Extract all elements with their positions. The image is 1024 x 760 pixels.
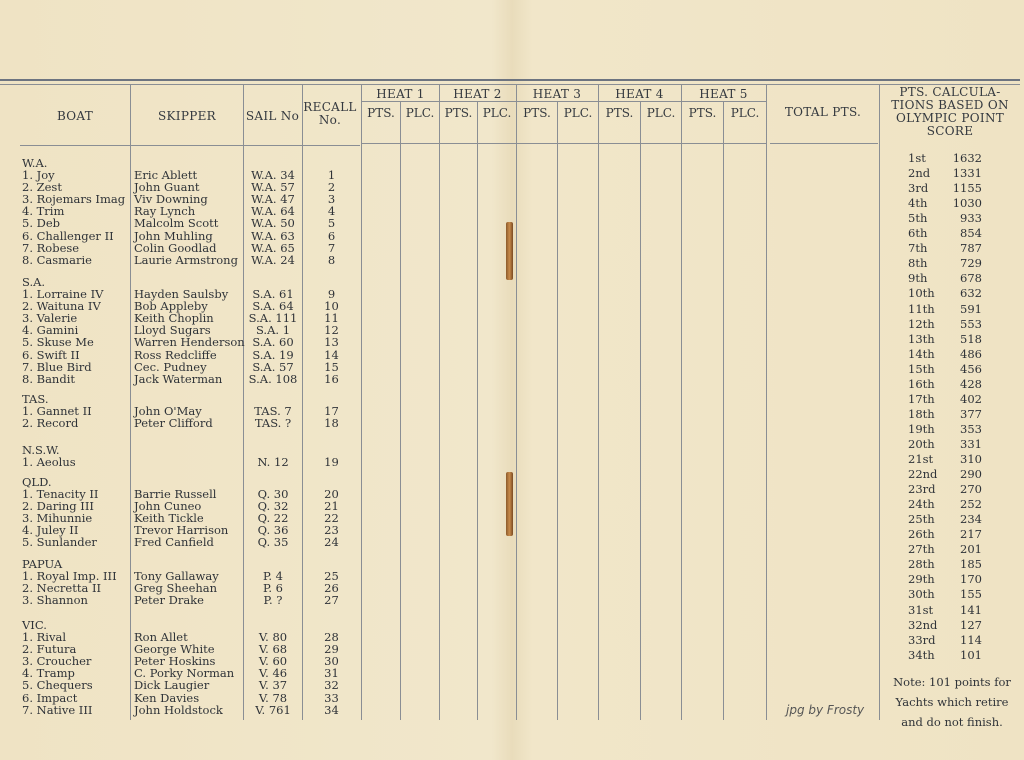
group-heading: PAPUA bbox=[22, 557, 63, 571]
sail-number: V. 60 bbox=[258, 654, 288, 669]
recall-header: RECALL No. bbox=[303, 100, 357, 127]
sail-number: Q. 35 bbox=[257, 535, 289, 550]
boat-name: 2. Waituna IV bbox=[22, 299, 101, 314]
group-heading: N.S.W. bbox=[22, 443, 60, 457]
recall-number: 7 bbox=[327, 240, 336, 255]
score-points: 290 bbox=[960, 467, 982, 482]
score-place: 30th bbox=[908, 587, 935, 602]
skipper-name: John O'May bbox=[134, 404, 202, 418]
sail-no-header: SAIL No bbox=[245, 109, 300, 123]
score-place: 34th bbox=[908, 647, 935, 662]
col-line bbox=[400, 101, 401, 720]
heat-1-plc: PLC. bbox=[405, 106, 435, 120]
col-line bbox=[598, 84, 599, 720]
staple-bottom bbox=[506, 472, 513, 536]
boat-name: 1. Royal Imp. III bbox=[22, 569, 117, 583]
recall-number: 26 bbox=[324, 581, 339, 596]
group-heading: QLD. bbox=[22, 475, 52, 489]
skipper-header: SKIPPER bbox=[158, 109, 216, 123]
sail-number: S.A. 111 bbox=[248, 311, 298, 326]
sail-number: S.A. 108 bbox=[248, 371, 298, 386]
sail-number: V. 46 bbox=[258, 666, 288, 681]
sail-number: TAS. ? bbox=[254, 416, 292, 431]
sail-number: V. 68 bbox=[258, 642, 288, 657]
score-place: 25th bbox=[908, 512, 935, 527]
boat-name: 4. Juley II bbox=[22, 523, 79, 538]
sail-number: P. 6 bbox=[262, 581, 284, 596]
sail-number: W.A. 65 bbox=[251, 240, 295, 255]
header-bottom-rule-left bbox=[20, 145, 360, 146]
score-points: 729 bbox=[960, 256, 982, 271]
boat-name: 1. Gannet II bbox=[22, 404, 92, 418]
recall-number: 33 bbox=[324, 690, 339, 705]
sail-number: Q. 30 bbox=[257, 487, 289, 501]
score-points: 1155 bbox=[952, 181, 982, 196]
recall-number: 9 bbox=[327, 287, 336, 301]
score-points: 270 bbox=[960, 482, 982, 497]
boat-name: 3. Rojemars Imag bbox=[22, 192, 126, 207]
score-points: 377 bbox=[960, 406, 982, 421]
score-place: 33rd bbox=[908, 632, 936, 647]
recall-number: 21 bbox=[324, 499, 339, 514]
group-heading: TAS. bbox=[22, 392, 49, 406]
heat-2-plc: PLC. bbox=[482, 106, 512, 120]
boat-name: 1. Joy bbox=[22, 168, 55, 182]
heat-4-plc: PLC. bbox=[646, 106, 676, 120]
recall-number: 31 bbox=[324, 666, 339, 681]
recall-number: 14 bbox=[324, 347, 339, 362]
skipper-name: John Muhling bbox=[134, 228, 213, 243]
boat-name: 8. Bandit bbox=[22, 371, 76, 386]
skipper-name: Cec. Pudney bbox=[134, 359, 207, 374]
skipper-name: John Guant bbox=[134, 180, 200, 195]
boat-name: 3. Shannon bbox=[22, 593, 88, 608]
score-points: 331 bbox=[960, 436, 982, 451]
col-line bbox=[557, 101, 558, 720]
boat-name: 1. Tenacity II bbox=[22, 487, 99, 501]
top-rule bbox=[0, 79, 1020, 81]
sail-number: W.A. 57 bbox=[251, 180, 295, 195]
score-points: 310 bbox=[960, 452, 982, 466]
skipper-name: George White bbox=[134, 642, 215, 657]
recall-number: 6 bbox=[327, 228, 336, 243]
col-line bbox=[243, 84, 244, 720]
recall-number: 4 bbox=[327, 204, 336, 219]
skipper-name: John Cuneo bbox=[134, 499, 202, 514]
score-place: 27th bbox=[908, 542, 935, 557]
boat-name: 4. Tramp bbox=[22, 666, 75, 681]
score-points: 518 bbox=[960, 331, 982, 346]
boat-name: 6. Swift II bbox=[22, 347, 80, 362]
boat-name: 4. Gamini bbox=[22, 323, 79, 338]
score-place: 18th bbox=[908, 406, 935, 421]
skipper-name: Trevor Harrison bbox=[134, 523, 229, 538]
score-points: 353 bbox=[960, 421, 982, 436]
staple-top bbox=[506, 222, 513, 280]
sail-number: W.A. 47 bbox=[251, 192, 295, 207]
skipper-name: Fred Canfield bbox=[134, 535, 214, 550]
boat-name: 6. Impact bbox=[22, 690, 78, 705]
sail-number: Q. 36 bbox=[257, 523, 289, 538]
boat-name: 1. Aeolus bbox=[22, 455, 76, 469]
group-heading: S.A. bbox=[22, 275, 46, 289]
score-place: 14th bbox=[908, 346, 935, 361]
boat-name: 2. Necretta II bbox=[22, 581, 102, 596]
score-place: 31st bbox=[908, 602, 934, 617]
score-points: 933 bbox=[960, 211, 982, 226]
boat-name: 1. Rival bbox=[22, 630, 66, 644]
score-place: 8th bbox=[908, 256, 928, 271]
boat-name: 3. Croucher bbox=[22, 654, 92, 669]
score-points: 678 bbox=[960, 271, 982, 286]
col-line bbox=[439, 84, 440, 720]
score-place: 26th bbox=[908, 527, 935, 542]
sail-number: S.A. 1 bbox=[255, 323, 291, 338]
recall-number: 17 bbox=[324, 404, 339, 418]
boat-name: 5. Deb bbox=[22, 216, 61, 231]
heat-4-pts: PTS. bbox=[605, 106, 634, 120]
heat-header-rule bbox=[362, 101, 766, 102]
score-points: 170 bbox=[960, 572, 982, 587]
heat-3-header: HEAT 3 bbox=[532, 87, 582, 101]
recall-number: 23 bbox=[324, 523, 339, 538]
recall-number: 20 bbox=[324, 487, 339, 501]
score-place: 4th bbox=[908, 196, 928, 211]
recall-number: 29 bbox=[324, 642, 339, 657]
skipper-name: Greg Sheehan bbox=[134, 581, 218, 596]
score-place: 9th bbox=[908, 271, 928, 286]
recall-number: 10 bbox=[324, 299, 339, 314]
skipper-name: Ray Lynch bbox=[134, 204, 196, 219]
skipper-name: Ross Redcliffe bbox=[134, 347, 217, 362]
boat-name: 2. Futura bbox=[22, 642, 77, 657]
score-place: 11th bbox=[908, 301, 935, 316]
recall-number: 2 bbox=[327, 180, 336, 195]
heat-4-header: HEAT 4 bbox=[615, 87, 664, 101]
score-points: 155 bbox=[960, 587, 982, 602]
score-place: 24th bbox=[908, 497, 935, 512]
score-points: 127 bbox=[960, 617, 982, 632]
top-rule-thin bbox=[0, 84, 1020, 85]
score-points: 234 bbox=[960, 512, 982, 527]
score-points: 201 bbox=[960, 542, 982, 557]
skipper-name: Colin Goodlad bbox=[134, 240, 217, 255]
skipper-name: Bob Appleby bbox=[134, 299, 208, 314]
score-place: 1st bbox=[908, 151, 926, 165]
boat-name: 5. Sunlander bbox=[22, 535, 97, 550]
recall-number: 11 bbox=[324, 311, 339, 326]
skipper-name: Jack Waterman bbox=[134, 371, 223, 386]
score-place: 7th bbox=[908, 241, 928, 256]
photo-credit: jpg by Frosty bbox=[786, 703, 865, 717]
score-points: 486 bbox=[960, 346, 982, 361]
boat-header: BOAT bbox=[56, 109, 94, 123]
score-points: 456 bbox=[960, 361, 982, 376]
sail-number: P. 4 bbox=[262, 569, 284, 583]
col-line bbox=[681, 84, 682, 720]
score-place: 2nd bbox=[908, 166, 931, 181]
sail-number: W.A. 50 bbox=[251, 216, 295, 231]
heat-1-header: HEAT 1 bbox=[376, 87, 425, 101]
recall-number: 16 bbox=[324, 371, 339, 386]
skipper-name: Hayden Saulsby bbox=[134, 287, 229, 301]
boat-name: 2. Record bbox=[22, 416, 79, 431]
header-bottom-rule-total bbox=[770, 143, 878, 144]
score-place: 22nd bbox=[908, 467, 938, 482]
skipper-name: Lloyd Sugars bbox=[134, 323, 211, 338]
skipper-name: Eric Ablett bbox=[134, 168, 198, 182]
header-bottom-rule-right bbox=[362, 143, 766, 144]
score-points: 591 bbox=[960, 301, 982, 316]
col-line bbox=[766, 84, 767, 720]
group-heading: VIC. bbox=[22, 618, 47, 632]
sail-number: P. ? bbox=[263, 593, 283, 608]
heat-2-pts: PTS. bbox=[444, 106, 473, 120]
boat-name: 1. Lorraine IV bbox=[22, 287, 104, 301]
recall-number: 27 bbox=[324, 593, 339, 608]
pts-calculation-header: PTS. CALCULA- TIONS BASED ON OLYMPIC POINT SCORE bbox=[891, 85, 1009, 138]
group-heading: W.A. bbox=[22, 156, 48, 170]
boat-name: 4. Trim bbox=[22, 204, 65, 219]
col-line bbox=[477, 101, 478, 720]
score-place: 12th bbox=[908, 316, 935, 331]
col-line bbox=[361, 84, 362, 720]
boat-name: 5. Skuse Me bbox=[22, 335, 94, 350]
sail-number: S.A. 57 bbox=[252, 359, 294, 374]
skipper-name: Malcolm Scott bbox=[134, 216, 219, 231]
score-points: 1331 bbox=[952, 166, 982, 181]
skipper-name: Peter Hoskins bbox=[134, 654, 216, 669]
sail-number: V. 37 bbox=[258, 678, 288, 693]
heat-3-pts: PTS. bbox=[523, 106, 551, 120]
skipper-name: John Holdstock bbox=[134, 702, 223, 717]
skipper-name: Ken Davies bbox=[134, 690, 200, 705]
recall-number: 5 bbox=[327, 216, 336, 231]
sail-number: W.A. 64 bbox=[251, 204, 295, 219]
score-points: 854 bbox=[960, 226, 982, 241]
skipper-name: Ron Allet bbox=[134, 630, 188, 644]
heat-5-plc: PLC. bbox=[730, 106, 760, 120]
sail-number: S.A. 60 bbox=[252, 335, 294, 350]
boat-name: 6. Challenger II bbox=[22, 228, 114, 243]
sail-number: Q. 32 bbox=[257, 499, 289, 514]
skipper-name: Barrie Russell bbox=[134, 487, 217, 501]
boat-name: 7. Robese bbox=[22, 240, 80, 255]
sail-number: S.A. 19 bbox=[252, 347, 294, 362]
sail-number: W.A. 63 bbox=[251, 228, 295, 243]
heat-2-header: HEAT 2 bbox=[453, 87, 502, 101]
recall-number: 34 bbox=[324, 702, 339, 717]
recall-number: 22 bbox=[324, 511, 339, 526]
col-line bbox=[302, 84, 303, 720]
recall-number: 15 bbox=[324, 359, 339, 374]
recall-number: 13 bbox=[324, 335, 339, 350]
total-pts-header: TOTAL PTS. bbox=[784, 105, 862, 119]
skipper-name: Viv Downing bbox=[134, 192, 208, 207]
boat-name: 7. Blue Bird bbox=[22, 359, 92, 374]
col-line bbox=[516, 84, 517, 720]
boat-name: 3. Valerie bbox=[22, 311, 78, 326]
sail-number: V. 80 bbox=[258, 630, 288, 644]
recall-number: 24 bbox=[324, 535, 339, 550]
recall-number: 30 bbox=[324, 654, 339, 669]
score-points: 217 bbox=[960, 527, 982, 542]
score-points: 787 bbox=[960, 241, 982, 256]
heat-3-plc: PLC. bbox=[563, 106, 593, 120]
skipper-name: Keith Choplin bbox=[134, 311, 214, 326]
score-place: 20th bbox=[908, 436, 935, 451]
recall-number: 1 bbox=[327, 168, 336, 182]
score-place: 10th bbox=[908, 286, 935, 301]
recall-number: 18 bbox=[324, 416, 339, 431]
score-points: 1030 bbox=[952, 196, 982, 211]
recall-number: 3 bbox=[327, 192, 336, 207]
recall-number: 32 bbox=[324, 678, 339, 693]
skipper-name: Keith Tickle bbox=[134, 511, 204, 526]
recall-number: 12 bbox=[324, 323, 339, 338]
col-line bbox=[879, 84, 880, 720]
score-points: 141 bbox=[960, 602, 982, 617]
score-place: 17th bbox=[908, 391, 935, 406]
score-place: 23rd bbox=[908, 482, 936, 497]
retire-note: Note: 101 points for Yachts which retire and do not finish. bbox=[893, 675, 1011, 729]
score-place: 13th bbox=[908, 331, 935, 346]
heat-5-header: HEAT 5 bbox=[699, 87, 748, 101]
score-place: 15th bbox=[908, 361, 935, 376]
recall-number: 25 bbox=[324, 569, 339, 583]
recall-number: 19 bbox=[324, 455, 339, 469]
score-points: 252 bbox=[960, 497, 982, 512]
score-points: 185 bbox=[960, 557, 982, 572]
skipper-name: Peter Clifford bbox=[134, 416, 213, 431]
boat-name: 2. Daring III bbox=[22, 499, 94, 514]
heat-5-pts: PTS. bbox=[688, 106, 717, 120]
sail-number: W.A. 34 bbox=[251, 168, 295, 182]
score-place: 5th bbox=[908, 211, 928, 226]
skipper-name: C. Porky Norman bbox=[134, 666, 235, 681]
sail-number: Q. 22 bbox=[257, 511, 289, 526]
skipper-name: Peter Drake bbox=[134, 593, 204, 608]
sail-number: S.A. 61 bbox=[252, 287, 294, 301]
boat-name: 8. Casmarie bbox=[22, 252, 92, 267]
recall-number: 8 bbox=[327, 252, 336, 267]
boat-name: 3. Mihunnie bbox=[22, 511, 93, 526]
score-points: 553 bbox=[960, 316, 982, 331]
score-place: 3rd bbox=[908, 181, 929, 196]
sail-number: TAS. 7 bbox=[254, 404, 292, 418]
col-line bbox=[723, 101, 724, 720]
skipper-name: Laurie Armstrong bbox=[134, 252, 238, 267]
heat-1-pts: PTS. bbox=[367, 106, 395, 120]
col-line bbox=[640, 101, 641, 720]
score-place: 28th bbox=[908, 557, 935, 572]
recall-number: 28 bbox=[324, 630, 339, 644]
boat-name: 5. Chequers bbox=[22, 678, 93, 693]
score-place: 6th bbox=[908, 226, 928, 241]
sail-number: W.A. 24 bbox=[251, 252, 295, 267]
boat-name: 2. Zest bbox=[22, 180, 62, 195]
sail-number: V. 761 bbox=[255, 702, 291, 717]
skipper-name: Warren Henderson bbox=[134, 335, 245, 350]
col-line bbox=[130, 84, 131, 720]
skipper-name: Dick Laugier bbox=[134, 678, 210, 693]
score-place: 19th bbox=[908, 421, 935, 436]
score-points: 1632 bbox=[952, 151, 982, 165]
score-points: 632 bbox=[960, 286, 982, 301]
sail-number: V. 78 bbox=[258, 690, 288, 705]
boat-name: 7. Native III bbox=[22, 702, 93, 717]
score-place: 21st bbox=[908, 452, 934, 466]
score-points: 428 bbox=[960, 376, 982, 391]
sail-number: S.A. 64 bbox=[252, 299, 294, 314]
score-points: 402 bbox=[960, 391, 982, 406]
score-place: 29th bbox=[908, 572, 935, 587]
sail-number: N. 12 bbox=[257, 455, 289, 469]
score-points: 114 bbox=[960, 632, 982, 647]
skipper-name: Tony Gallaway bbox=[134, 569, 219, 583]
score-points: 101 bbox=[960, 647, 982, 662]
score-place: 32nd bbox=[908, 617, 938, 632]
score-place: 16th bbox=[908, 376, 935, 391]
